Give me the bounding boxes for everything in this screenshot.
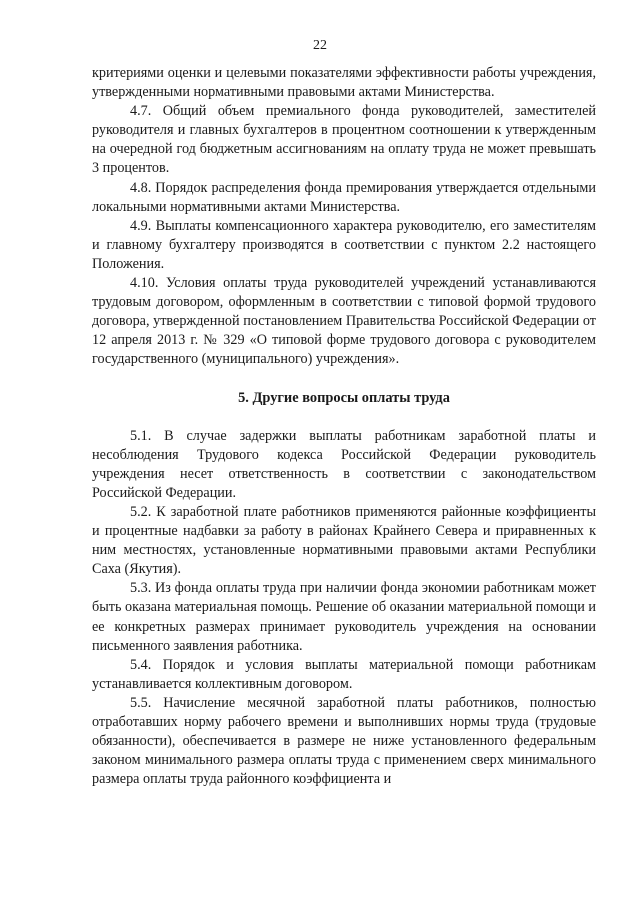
paragraph-4-9: 4.9. Выплаты компенсационного характера руководителю, его заместителям и главному бухгалтеру производятся в соответствии с пунктом 2.2 настоящего Положения. <box>92 217 596 272</box>
paragraph-5-1: 5.1. В случае задержки выплаты работникам заработной платы и несоблюдения Трудового кодекса Российской Федерации руководитель учреждения несет ответственность в соответствии с законодательством Российской Федерации. <box>92 427 596 501</box>
paragraph-5-5: 5.5. Начисление месячной заработной платы работников, полностью отработавших норму рабочего времени и выполнивших нормы труда (трудовые обязанности), обеспечивается в размере не ниже установленного федеральным законом минимального размера оплаты труда с применением сверх минимального размера оплаты труда районного коэффициента и <box>92 694 596 788</box>
page-number: 22 <box>313 38 327 53</box>
paragraph-5-4: 5.4. Порядок и условия выплаты материальной помощи работникам устанавливается коллективным договором. <box>92 656 596 692</box>
paragraph-continuation: критериями оценки и целевыми показателями эффективности работы учреждения, утвержденными нормативными правовыми актами Министерства. <box>92 65 596 101</box>
paragraph-5-3: 5.3. Из фонда оплаты труда при наличии фонда экономии работникам может быть оказана материальная помощь. Решение об оказании материальной помощи и ее конкретных размерах принимает руководитель учреждения на основании письменного заявления работника. <box>92 580 596 654</box>
page-body <box>92 64 596 789</box>
paragraph-4-8: 4.8. Порядок распределения фонда премирования утверждается отдельными локальными нормативными актами Министерства. <box>92 179 596 215</box>
paragraph-4-7: 4.7. Общий объем премиального фонда руководителей, заместителей руководителя и главных бухгалтеров в процентном соотношении к утвержденным на очередной год бюджетным ассигнованиям на оплату труда не может превышать 3 процентов. <box>92 103 596 177</box>
section-heading: 5. Другие вопросы оплаты труда <box>238 389 450 406</box>
paragraph-4-10: 4.10. Условия оплаты труда руководителей учреждений устанавливаются трудовым договором, оформленным в соответствии с типовой формой трудового договора, утвержденной постановлением Правительства Российской Федерации от 12 апреля 2013 г. № 329 «О типовой форме трудового договора с руководителем государственного (муниципального) учреждения». <box>92 275 596 368</box>
paragraph-5-2: 5.2. К заработной плате работников применяются районные коэффициенты и процентные надбавки за работу в районах Крайнего Севера и приравненных к ним местностях, установленные нормативными правовыми актами Республики Саха (Якутия). <box>92 503 596 578</box>
